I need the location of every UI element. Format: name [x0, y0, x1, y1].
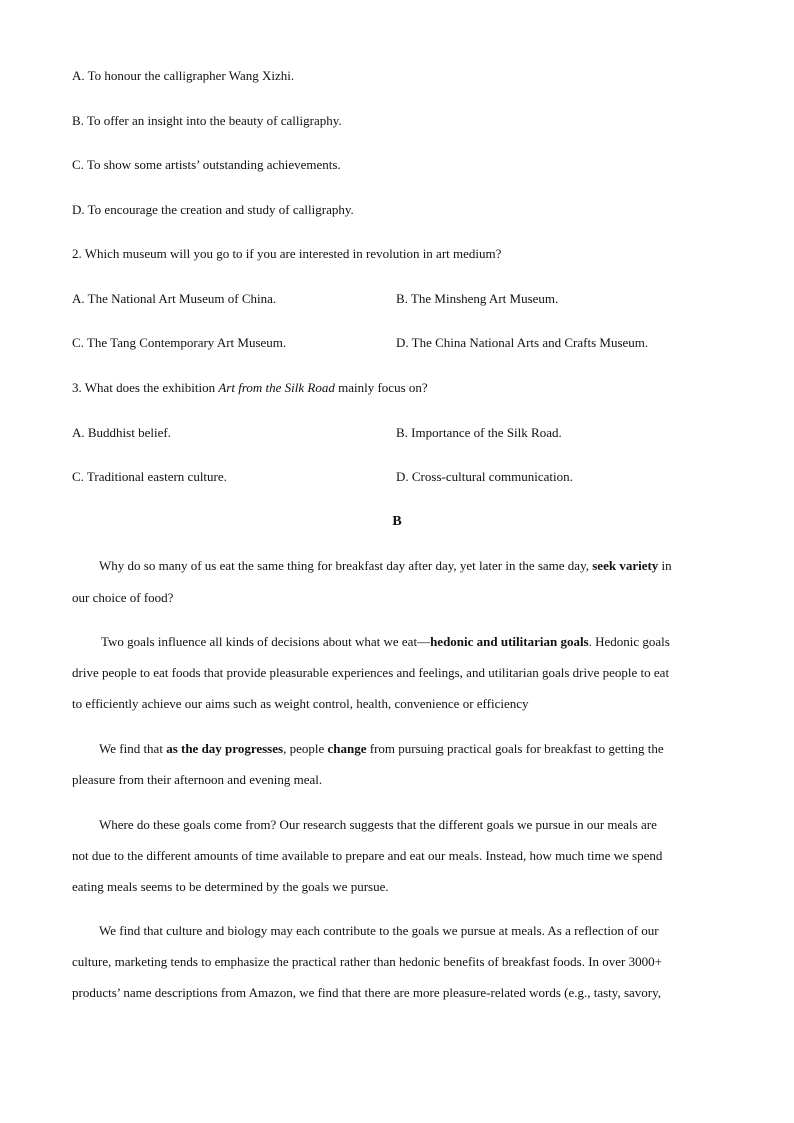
q2-option-b: B. The Minsheng Art Museum. — [396, 291, 559, 306]
p2-bold-phrase: hedonic and utilitarian goals — [430, 634, 589, 649]
paragraph-5-line-2: culture, marketing tends to emphasize the practical rather than hedonic benefits of breakfast foods. In over 3000+ — [72, 954, 662, 969]
paragraph-4-line-2: not due to the different amounts of time available to prepare and eat our meals. Instead, how much time we spend — [72, 848, 663, 863]
paragraph-4-line-1: Where do these goals come from? Our research suggests that the different goals we pursue in our meals are — [99, 817, 657, 832]
q3-exhibition-title: Art from the Silk Road — [218, 380, 335, 395]
q2-option-d: D. The China National Arts and Crafts Museum. — [396, 335, 649, 350]
p1-text-a: Why do so many of us eat the same thing for breakfast day after day, yet later in the same day, — [99, 558, 593, 573]
paragraph-2-line-2: drive people to eat foods that provide pleasurable experiences and feelings, and utilitarian goals drive people to eat — [72, 665, 670, 680]
q3-question — [72, 380, 428, 396]
paragraph-3-line-2: pleasure from their afternoon and evening meal. — [72, 772, 323, 787]
paragraph-1-line-2: our choice of food? — [72, 590, 174, 605]
q2-question: 2. Which museum will you go to if you are interested in revolution in art medium? — [72, 246, 502, 261]
paragraph-5-line-1: We find that culture and biology may each contribute to the goals we pursue at meals. As a reflection of our — [99, 923, 659, 938]
q1-option-a: A. To honour the calligrapher Wang Xizhi. — [72, 68, 295, 83]
section-heading: B — [392, 514, 402, 529]
q3-option-a: A. Buddhist belief. — [72, 425, 171, 440]
q1-option-d: D. To encourage the creation and study of calligraphy. — [72, 202, 354, 217]
q3-option-b: B. Importance of the Silk Road. — [396, 425, 562, 440]
q2-option-c: C. The Tang Contemporary Art Museum. — [72, 335, 287, 350]
p2-text-c: . Hedonic goals — [588, 634, 670, 649]
q2-option-a: A. The National Art Museum of China. — [72, 291, 277, 306]
p3-text-e: from pursuing practical goals for breakfast to getting the — [366, 741, 664, 756]
p3-text-c: , people — [283, 741, 328, 756]
paragraph-5-line-3: products’ name descriptions from Amazon, we find that there are more pleasure-related words (e.g., tasty, savory, — [72, 985, 662, 1000]
q3-option-c: C. Traditional eastern culture. — [72, 469, 227, 484]
q1-option-c: C. To show some artists’ outstanding achievements. — [72, 157, 341, 172]
p1-text-c: in — [658, 558, 672, 573]
p2-text-a: Two goals influence all kinds of decisions about what we eat— — [101, 634, 431, 649]
q3-option-d: D. Cross-cultural communication. — [396, 469, 573, 484]
q3-question-after: mainly focus on? — [334, 380, 428, 395]
p3-bold-phrase-2: change — [327, 741, 367, 756]
paragraph-1-line-1 — [99, 558, 672, 574]
p1-bold-phrase: seek variety — [592, 558, 659, 573]
q1-option-b: B. To offer an insight into the beauty of calligraphy. — [72, 113, 342, 128]
q3-question-before: 3. What does the exhibition — [72, 380, 219, 395]
paragraph-3-line-1 — [99, 741, 664, 757]
p3-bold-phrase-1: as the day progresses — [166, 741, 284, 756]
p3-text-a: We find that — [99, 741, 167, 756]
paragraph-2-line-1 — [101, 634, 670, 650]
paragraph-4-line-3: eating meals seems to be determined by the goals we pursue. — [72, 879, 389, 894]
paragraph-2-line-3: to efficiently achieve our aims such as weight control, health, convenience or efficiency — [72, 696, 529, 711]
